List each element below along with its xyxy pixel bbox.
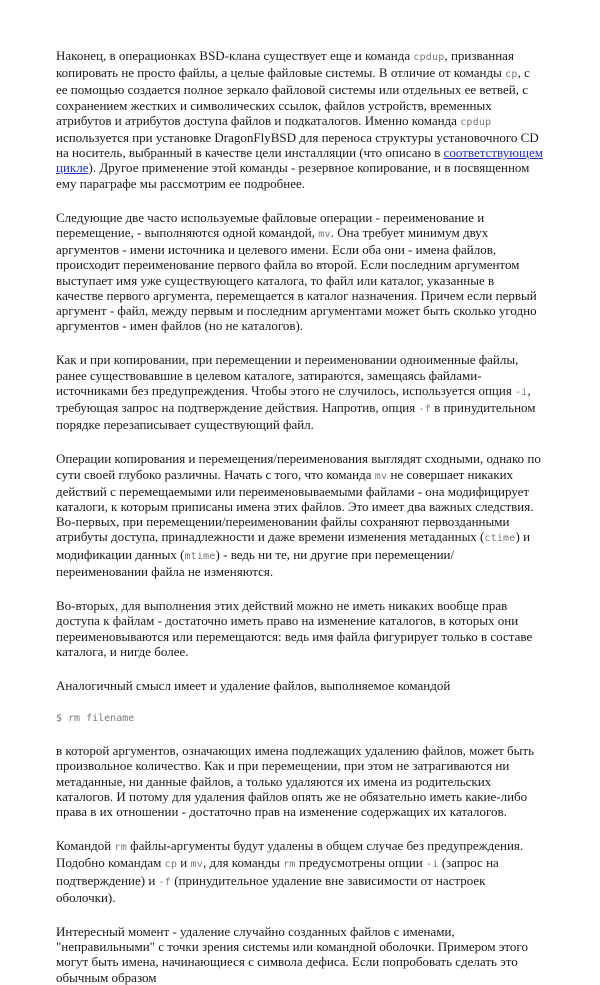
paragraph-copy-vs-move xyxy=(56,451,544,579)
inline-code: rm xyxy=(114,842,127,854)
inline-code: -i xyxy=(426,859,439,871)
paragraph-cpdup xyxy=(56,48,544,191)
cycle-link[interactable]: соответствующем цикле xyxy=(56,145,543,176)
text-run: Наконец, в операционках BSD-клана существует еще и команда xyxy=(56,48,414,63)
inline-code: cp xyxy=(164,859,178,871)
paragraph-bad-names xyxy=(56,924,544,985)
text-run: Во-вторых, для выполнения этих действий можно не иметь никаких вообще прав доступа к файлам - достаточно иметь право на изменение каталогов, в которых они переименовываются или перемещаются: ведь имя файла фигурирует только в составе каталога, и нигде более. xyxy=(56,598,533,659)
inline-code: cp xyxy=(505,69,518,81)
inline-code: cpdup xyxy=(413,52,445,63)
text-run: (запрос на подтверждение) и xyxy=(56,855,499,888)
paragraph-rm-arguments xyxy=(56,743,544,819)
inline-code: cpdup xyxy=(460,116,492,128)
text-run: (принудительное удаление вне зависимости от настроек оболочки). xyxy=(56,872,486,905)
text-run: предусмотрены опции xyxy=(295,855,426,871)
text-run: Интересный момент - удаление случайно созданных файлов с именами, "неправильными" с точки зрения системы или командной оболочки. Примером этого могут быть имена, начинающиеся с символа дефиса. Если попробовать сделать это обычным образом xyxy=(56,923,528,985)
paragraph-overwrite-options xyxy=(56,352,544,432)
inline-code: mv xyxy=(374,470,388,482)
text-run: , с ее помощью создается полное зеркало файловой системы или отдельных ее ветвей, с сохранением жестких и символических ссылок, файлов устройств, временных атрибутов и атрибутов доступа файлов и подкаталогов. Именно команда xyxy=(56,65,530,128)
inline-code: -i xyxy=(515,386,528,398)
text-run: Следующие две часто используемые файловые операции - переименование и перемещение, - выполняются одной командой, xyxy=(56,209,485,241)
text-run: . Она требует минимум двух аргументов - имени источника и целевого имени. Если оба они - имена файлов, происходит переименование первого файла во второй. Если последним аргументом выступает имя уже существующего каталога, то файл или каталог, указанные в качестве первого аргумента, перемещается в каталог назначения. Причем если первый аргумент - файл, между первым и последним аргументами может быть сколько угодно аргументов - имен файлов (но не каталогов). xyxy=(56,225,537,334)
text-run: , призванная копировать не просто файлы, а целые файловые системы. В отличие от команды xyxy=(56,48,514,81)
text-run: ) и модификации данных ( xyxy=(56,529,531,562)
inline-code: mtime xyxy=(184,550,216,562)
inline-code: -f xyxy=(418,404,431,416)
text-run: и xyxy=(177,855,191,871)
text-run: в принудительном порядке перезаписывает существующий файл. xyxy=(56,400,536,433)
text-run: используется при установке DragonFlyBSD для переноса структуры установочного CD на носитель, выбранный в качестве цели инсталляции (что описано в xyxy=(56,130,539,161)
paragraph-rm-options xyxy=(56,838,544,905)
text-run: , для команды xyxy=(202,855,284,871)
text-run: Как и при копировании, при перемещении и переименовании одноименные файлы, ранее существовавшие в целевом каталоге, затираются, замещаясь файлами-источниками без предупреждения. Чтобы этого не случилось, используется опция xyxy=(56,352,519,398)
inline-code: ctime xyxy=(484,533,516,545)
text-run: Командой xyxy=(56,838,115,854)
inline-code: mv xyxy=(318,229,331,241)
text-run: файлы-аргументы будут удалены в общем случае без предупреждения. Подобно командам xyxy=(56,838,524,871)
text-run: не совершает никаких действий с перемещаемыми или переименовываемыми файлами - она модифицирует каталоги, к которым приписаны имена этих файлов. Это имеет два важных следствия. Во-первых, при перемещении/переименовании файлы сохраняют первозданными атрибуты доступа, принадлежности и даже времени изменения метаданных ( xyxy=(56,466,534,545)
inline-code: rm xyxy=(283,859,296,871)
paragraph-rm-intro xyxy=(56,678,544,693)
text-run: Операции копирования и перемещения/переименования выглядят сходными, однако по сути своей глубоко различны. Начать с того, что команда xyxy=(56,451,541,482)
inline-code: -f xyxy=(158,876,171,888)
paragraph-permissions xyxy=(56,598,544,659)
code-example-rm: $ rm filename xyxy=(56,713,135,725)
text-run: Аналогичный смысл имеет и удаление файлов, выполняемое командой xyxy=(56,677,451,693)
text-run: в которой аргументов, означающих имена подлежащих удалению файлов, может быть произвольное количество. Как и при перемещении, при этом не затрагиваются ни метаданные, ни данные файлов, а только удаляются их имена из родительских каталогов. И потому для удаления файлов опять же не обязательно иметь какие-либо права в их отношении - достаточно прав на изменение содержащих их каталогов. xyxy=(56,743,535,819)
text-run: ). Другое применение этой команды - резервное копирование, и в посвященном ему параграфе мы рассмотрим ее подробнее. xyxy=(56,160,530,191)
text-run: , требующая запрос на подтверждение действия. Напротив, опция xyxy=(56,382,531,416)
paragraph-mv xyxy=(56,210,544,334)
inline-code: mv xyxy=(190,859,203,871)
text-run: ) - ведь ни те, ни другие при перемещении/переименовании файла не изменяются. xyxy=(56,546,455,579)
